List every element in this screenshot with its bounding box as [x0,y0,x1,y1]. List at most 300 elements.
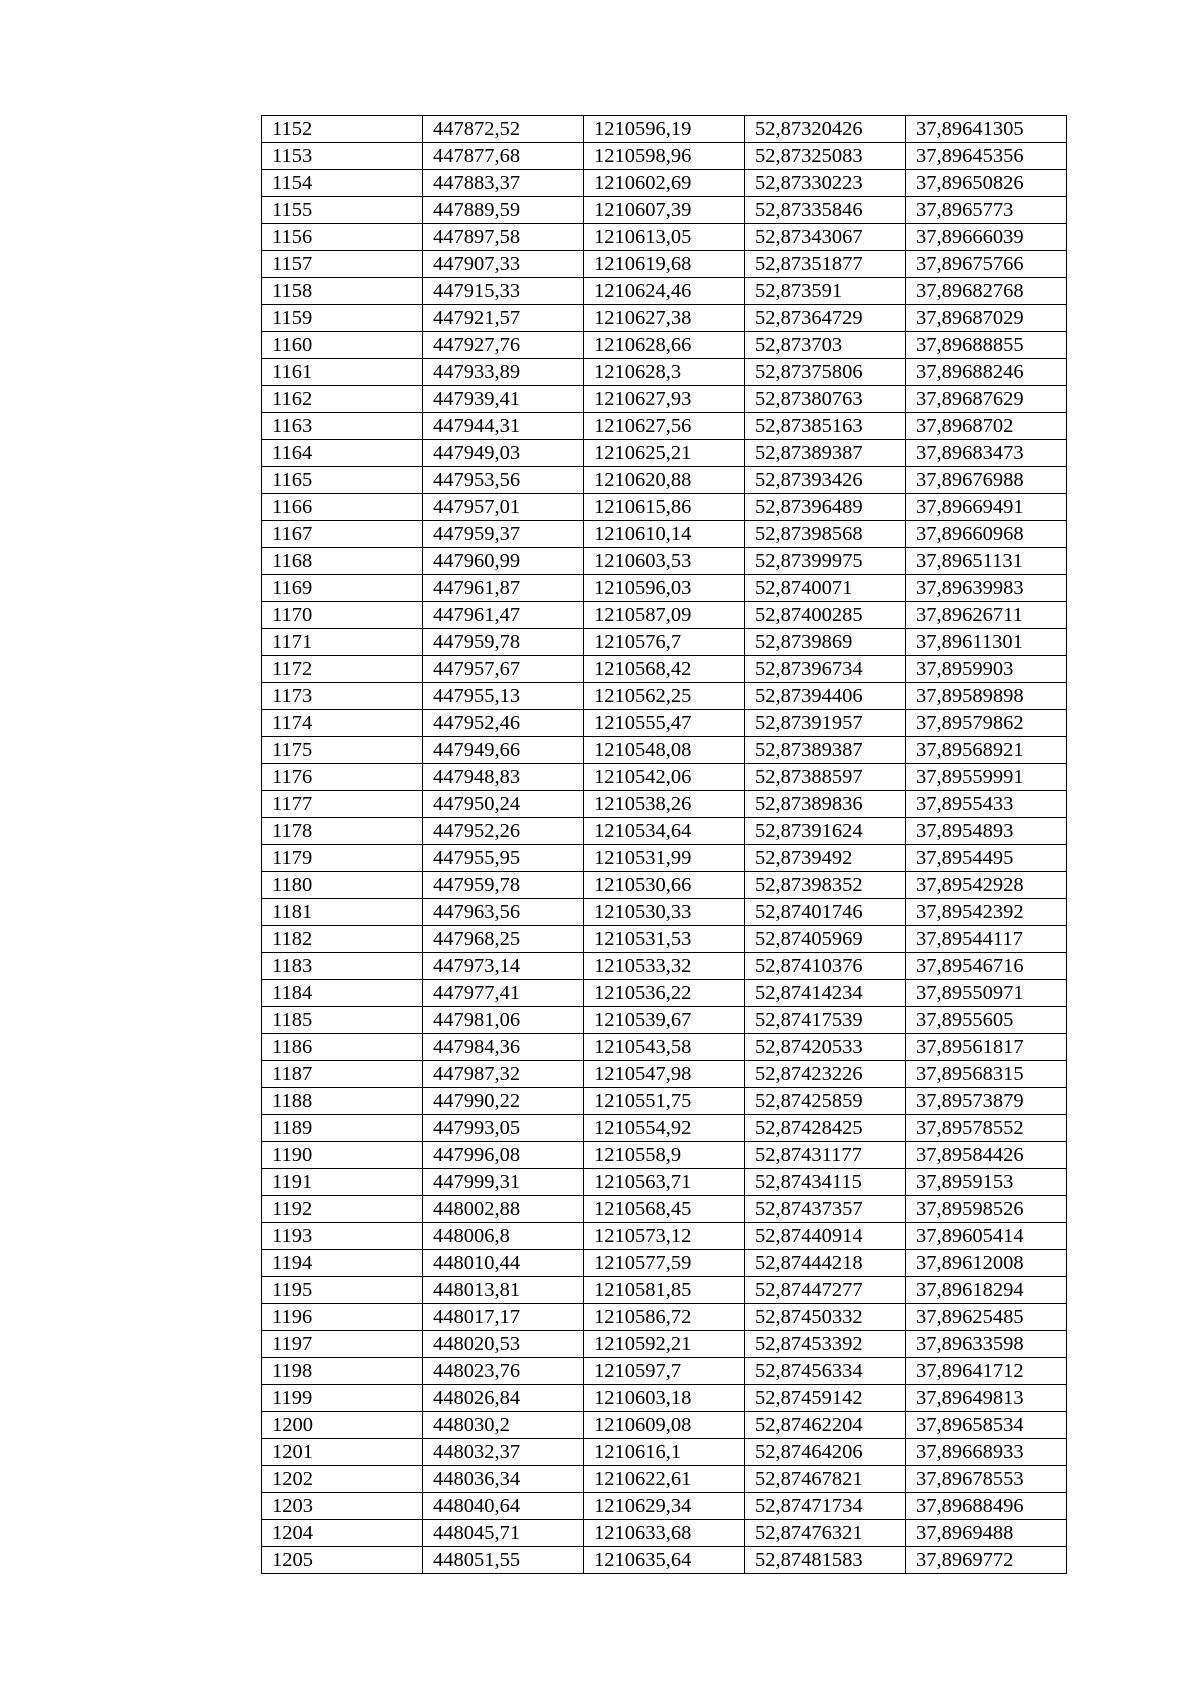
latitude-cell: 52,87400285 [745,602,906,629]
longitude-cell: 37,89568315 [906,1061,1067,1088]
latitude-cell: 52,87389387 [745,440,906,467]
table-row [262,656,1067,683]
latitude-cell: 52,87375806 [745,359,906,386]
latitude-cell: 52,8739492 [745,845,906,872]
latitude-cell: 52,87467821 [745,1466,906,1493]
point-number-cell: 1161 [262,359,423,386]
x-coordinate-cell: 447977,41 [423,980,584,1007]
longitude-cell: 37,89669491 [906,494,1067,521]
latitude-cell: 52,87425859 [745,1088,906,1115]
longitude-cell: 37,89573879 [906,1088,1067,1115]
x-coordinate-cell: 448017,17 [423,1304,584,1331]
point-number-cell: 1202 [262,1466,423,1493]
longitude-cell: 37,8959903 [906,656,1067,683]
point-number-cell: 1201 [262,1439,423,1466]
point-number-cell: 1171 [262,629,423,656]
point-number-cell: 1165 [262,467,423,494]
longitude-cell: 37,89641305 [906,116,1067,143]
longitude-cell: 37,89633598 [906,1331,1067,1358]
longitude-cell: 37,89660968 [906,521,1067,548]
y-coordinate-cell: 1210635,64 [584,1547,745,1574]
y-coordinate-cell: 1210627,56 [584,413,745,440]
y-coordinate-cell: 1210628,3 [584,359,745,386]
x-coordinate-cell: 447968,25 [423,926,584,953]
x-coordinate-cell: 447990,22 [423,1088,584,1115]
point-number-cell: 1175 [262,737,423,764]
x-coordinate-cell: 447915,33 [423,278,584,305]
table-row [262,1520,1067,1547]
y-coordinate-cell: 1210542,06 [584,764,745,791]
table-row [262,953,1067,980]
point-number-cell: 1184 [262,980,423,1007]
latitude-cell: 52,87396489 [745,494,906,521]
point-number-cell: 1170 [262,602,423,629]
table-row [262,845,1067,872]
x-coordinate-cell: 447927,76 [423,332,584,359]
latitude-cell: 52,87398568 [745,521,906,548]
longitude-cell: 37,89687029 [906,305,1067,332]
table-row [262,278,1067,305]
point-number-cell: 1187 [262,1061,423,1088]
point-number-cell: 1152 [262,116,423,143]
point-number-cell: 1192 [262,1196,423,1223]
longitude-cell: 37,89546716 [906,953,1067,980]
point-number-cell: 1185 [262,1007,423,1034]
table-row [262,305,1067,332]
x-coordinate-cell: 448023,76 [423,1358,584,1385]
longitude-cell: 37,89618294 [906,1277,1067,1304]
table-row [262,1088,1067,1115]
x-coordinate-cell: 447959,78 [423,872,584,899]
longitude-cell: 37,89658534 [906,1412,1067,1439]
x-coordinate-cell: 447996,08 [423,1142,584,1169]
latitude-cell: 52,87417539 [745,1007,906,1034]
latitude-cell: 52,87476321 [745,1520,906,1547]
y-coordinate-cell: 1210558,9 [584,1142,745,1169]
longitude-cell: 37,89605414 [906,1223,1067,1250]
y-coordinate-cell: 1210596,03 [584,575,745,602]
y-coordinate-cell: 1210551,75 [584,1088,745,1115]
longitude-cell: 37,89650826 [906,170,1067,197]
x-coordinate-cell: 447952,26 [423,818,584,845]
x-coordinate-cell: 448013,81 [423,1277,584,1304]
latitude-cell: 52,87325083 [745,143,906,170]
x-coordinate-cell: 447973,14 [423,953,584,980]
x-coordinate-cell: 447960,99 [423,548,584,575]
y-coordinate-cell: 1210633,68 [584,1520,745,1547]
point-number-cell: 1164 [262,440,423,467]
table-row [262,791,1067,818]
x-coordinate-cell: 447933,89 [423,359,584,386]
y-coordinate-cell: 1210603,18 [584,1385,745,1412]
point-number-cell: 1196 [262,1304,423,1331]
y-coordinate-cell: 1210581,85 [584,1277,745,1304]
y-coordinate-cell: 1210531,99 [584,845,745,872]
coordinates-table-body [262,116,1067,1574]
x-coordinate-cell: 448020,53 [423,1331,584,1358]
x-coordinate-cell: 448040,64 [423,1493,584,1520]
longitude-cell: 37,89649813 [906,1385,1067,1412]
y-coordinate-cell: 1210563,71 [584,1169,745,1196]
x-coordinate-cell: 447999,31 [423,1169,584,1196]
x-coordinate-cell: 447957,01 [423,494,584,521]
longitude-cell: 37,8965773 [906,197,1067,224]
point-number-cell: 1167 [262,521,423,548]
y-coordinate-cell: 1210539,67 [584,1007,745,1034]
x-coordinate-cell: 447959,37 [423,521,584,548]
y-coordinate-cell: 1210530,66 [584,872,745,899]
latitude-cell: 52,873703 [745,332,906,359]
longitude-cell: 37,8955605 [906,1007,1067,1034]
y-coordinate-cell: 1210609,08 [584,1412,745,1439]
x-coordinate-cell: 447952,46 [423,710,584,737]
point-number-cell: 1155 [262,197,423,224]
x-coordinate-cell: 447993,05 [423,1115,584,1142]
latitude-cell: 52,87335846 [745,197,906,224]
table-row [262,116,1067,143]
longitude-cell: 37,89611301 [906,629,1067,656]
x-coordinate-cell: 448010,44 [423,1250,584,1277]
table-row [262,1142,1067,1169]
x-coordinate-cell: 447949,66 [423,737,584,764]
y-coordinate-cell: 1210538,26 [584,791,745,818]
longitude-cell: 37,8954495 [906,845,1067,872]
longitude-cell: 37,89544117 [906,926,1067,953]
x-coordinate-cell: 447948,83 [423,764,584,791]
table-row [262,467,1067,494]
point-number-cell: 1195 [262,1277,423,1304]
point-number-cell: 1203 [262,1493,423,1520]
latitude-cell: 52,87437357 [745,1196,906,1223]
longitude-cell: 37,89568921 [906,737,1067,764]
longitude-cell: 37,89678553 [906,1466,1067,1493]
x-coordinate-cell: 448036,34 [423,1466,584,1493]
x-coordinate-cell: 447981,06 [423,1007,584,1034]
y-coordinate-cell: 1210615,86 [584,494,745,521]
longitude-cell: 37,89687629 [906,386,1067,413]
table-row [262,1412,1067,1439]
table-row [262,1547,1067,1574]
y-coordinate-cell: 1210531,53 [584,926,745,953]
y-coordinate-cell: 1210568,45 [584,1196,745,1223]
y-coordinate-cell: 1210573,12 [584,1223,745,1250]
latitude-cell: 52,87398352 [745,872,906,899]
latitude-cell: 52,87389836 [745,791,906,818]
table-row [262,1358,1067,1385]
point-number-cell: 1204 [262,1520,423,1547]
point-number-cell: 1173 [262,683,423,710]
y-coordinate-cell: 1210613,05 [584,224,745,251]
table-row [262,872,1067,899]
coordinates-table [261,115,1067,1574]
latitude-cell: 52,87431177 [745,1142,906,1169]
latitude-cell: 52,8739869 [745,629,906,656]
y-coordinate-cell: 1210627,38 [584,305,745,332]
latitude-cell: 52,87414234 [745,980,906,1007]
y-coordinate-cell: 1210619,68 [584,251,745,278]
table-row [262,926,1067,953]
x-coordinate-cell: 447955,13 [423,683,584,710]
longitude-cell: 37,8969772 [906,1547,1067,1574]
table-row [262,737,1067,764]
latitude-cell: 52,87428425 [745,1115,906,1142]
table-row [262,1277,1067,1304]
longitude-cell: 37,8959153 [906,1169,1067,1196]
y-coordinate-cell: 1210620,88 [584,467,745,494]
table-row [262,251,1067,278]
latitude-cell: 52,87447277 [745,1277,906,1304]
y-coordinate-cell: 1210576,7 [584,629,745,656]
point-number-cell: 1163 [262,413,423,440]
table-row [262,1061,1067,1088]
longitude-cell: 37,89550971 [906,980,1067,1007]
longitude-cell: 37,89683473 [906,440,1067,467]
longitude-cell: 37,89598526 [906,1196,1067,1223]
x-coordinate-cell: 447961,47 [423,602,584,629]
y-coordinate-cell: 1210616,1 [584,1439,745,1466]
table-row [262,1007,1067,1034]
point-number-cell: 1200 [262,1412,423,1439]
point-number-cell: 1153 [262,143,423,170]
latitude-cell: 52,87401746 [745,899,906,926]
longitude-cell: 37,8968702 [906,413,1067,440]
y-coordinate-cell: 1210603,53 [584,548,745,575]
latitude-cell: 52,87450332 [745,1304,906,1331]
point-number-cell: 1172 [262,656,423,683]
longitude-cell: 37,89688246 [906,359,1067,386]
latitude-cell: 52,87389387 [745,737,906,764]
longitude-cell: 37,89561817 [906,1034,1067,1061]
point-number-cell: 1158 [262,278,423,305]
table-row [262,1223,1067,1250]
y-coordinate-cell: 1210536,22 [584,980,745,1007]
x-coordinate-cell: 447944,31 [423,413,584,440]
point-number-cell: 1166 [262,494,423,521]
latitude-cell: 52,87471734 [745,1493,906,1520]
latitude-cell: 52,87399975 [745,548,906,575]
table-row [262,332,1067,359]
table-row [262,359,1067,386]
latitude-cell: 52,8740071 [745,575,906,602]
y-coordinate-cell: 1210596,19 [584,116,745,143]
latitude-cell: 52,87420533 [745,1034,906,1061]
latitude-cell: 52,87456334 [745,1358,906,1385]
point-number-cell: 1177 [262,791,423,818]
longitude-cell: 37,89639983 [906,575,1067,602]
y-coordinate-cell: 1210554,92 [584,1115,745,1142]
point-number-cell: 1197 [262,1331,423,1358]
x-coordinate-cell: 448026,84 [423,1385,584,1412]
y-coordinate-cell: 1210607,39 [584,197,745,224]
longitude-cell: 37,89559991 [906,764,1067,791]
table-row [262,386,1067,413]
table-row [262,197,1067,224]
longitude-cell: 37,8969488 [906,1520,1067,1547]
latitude-cell: 52,87434115 [745,1169,906,1196]
table-row [262,899,1067,926]
longitude-cell: 37,89589898 [906,683,1067,710]
y-coordinate-cell: 1210530,33 [584,899,745,926]
latitude-cell: 52,87343067 [745,224,906,251]
table-row [262,1439,1067,1466]
longitude-cell: 37,89641712 [906,1358,1067,1385]
table-row [262,1034,1067,1061]
table-row [262,1385,1067,1412]
x-coordinate-cell: 447907,33 [423,251,584,278]
table-row [262,1304,1067,1331]
longitude-cell: 37,89542928 [906,872,1067,899]
x-coordinate-cell: 447955,95 [423,845,584,872]
latitude-cell: 52,87393426 [745,467,906,494]
y-coordinate-cell: 1210562,25 [584,683,745,710]
point-number-cell: 1168 [262,548,423,575]
y-coordinate-cell: 1210586,72 [584,1304,745,1331]
point-number-cell: 1205 [262,1547,423,1574]
latitude-cell: 52,87410376 [745,953,906,980]
y-coordinate-cell: 1210592,21 [584,1331,745,1358]
point-number-cell: 1191 [262,1169,423,1196]
y-coordinate-cell: 1210627,93 [584,386,745,413]
longitude-cell: 37,89542392 [906,899,1067,926]
latitude-cell: 52,87481583 [745,1547,906,1574]
y-coordinate-cell: 1210548,08 [584,737,745,764]
point-number-cell: 1154 [262,170,423,197]
y-coordinate-cell: 1210610,14 [584,521,745,548]
table-row [262,1196,1067,1223]
table-row [262,1115,1067,1142]
y-coordinate-cell: 1210568,42 [584,656,745,683]
x-coordinate-cell: 447949,03 [423,440,584,467]
table-row [262,224,1067,251]
latitude-cell: 52,87391957 [745,710,906,737]
point-number-cell: 1198 [262,1358,423,1385]
x-coordinate-cell: 448051,55 [423,1547,584,1574]
latitude-cell: 52,87396734 [745,656,906,683]
latitude-cell: 52,87364729 [745,305,906,332]
x-coordinate-cell: 447957,67 [423,656,584,683]
y-coordinate-cell: 1210628,66 [584,332,745,359]
latitude-cell: 52,87464206 [745,1439,906,1466]
point-number-cell: 1159 [262,305,423,332]
point-number-cell: 1169 [262,575,423,602]
y-coordinate-cell: 1210597,7 [584,1358,745,1385]
x-coordinate-cell: 447897,58 [423,224,584,251]
x-coordinate-cell: 447939,41 [423,386,584,413]
table-row [262,1331,1067,1358]
point-number-cell: 1189 [262,1115,423,1142]
x-coordinate-cell: 447963,56 [423,899,584,926]
x-coordinate-cell: 447961,87 [423,575,584,602]
latitude-cell: 52,87394406 [745,683,906,710]
longitude-cell: 37,89676988 [906,467,1067,494]
point-number-cell: 1194 [262,1250,423,1277]
longitude-cell: 37,8955433 [906,791,1067,818]
x-coordinate-cell: 447883,37 [423,170,584,197]
y-coordinate-cell: 1210587,09 [584,602,745,629]
table-row [262,602,1067,629]
latitude-cell: 52,87330223 [745,170,906,197]
longitude-cell: 37,89688496 [906,1493,1067,1520]
y-coordinate-cell: 1210598,96 [584,143,745,170]
x-coordinate-cell: 447921,57 [423,305,584,332]
x-coordinate-cell: 447959,78 [423,629,584,656]
point-number-cell: 1162 [262,386,423,413]
table-row [262,548,1067,575]
y-coordinate-cell: 1210534,64 [584,818,745,845]
point-number-cell: 1186 [262,1034,423,1061]
latitude-cell: 52,87440914 [745,1223,906,1250]
latitude-cell: 52,87423226 [745,1061,906,1088]
table-row [262,818,1067,845]
y-coordinate-cell: 1210625,21 [584,440,745,467]
x-coordinate-cell: 448030,2 [423,1412,584,1439]
longitude-cell: 37,89612008 [906,1250,1067,1277]
longitude-cell: 37,89682768 [906,278,1067,305]
latitude-cell: 52,87388597 [745,764,906,791]
x-coordinate-cell: 447987,32 [423,1061,584,1088]
latitude-cell: 52,87459142 [745,1385,906,1412]
table-row [262,629,1067,656]
point-number-cell: 1179 [262,845,423,872]
table-row [262,413,1067,440]
table-row [262,143,1067,170]
y-coordinate-cell: 1210629,34 [584,1493,745,1520]
latitude-cell: 52,87405969 [745,926,906,953]
latitude-cell: 52,87453392 [745,1331,906,1358]
x-coordinate-cell: 448002,88 [423,1196,584,1223]
longitude-cell: 37,89645356 [906,143,1067,170]
x-coordinate-cell: 447872,52 [423,116,584,143]
point-number-cell: 1174 [262,710,423,737]
point-number-cell: 1190 [262,1142,423,1169]
longitude-cell: 37,89578552 [906,1115,1067,1142]
point-number-cell: 1160 [262,332,423,359]
point-number-cell: 1178 [262,818,423,845]
latitude-cell: 52,87391624 [745,818,906,845]
longitude-cell: 37,89668933 [906,1439,1067,1466]
point-number-cell: 1176 [262,764,423,791]
latitude-cell: 52,87444218 [745,1250,906,1277]
y-coordinate-cell: 1210555,47 [584,710,745,737]
x-coordinate-cell: 448006,8 [423,1223,584,1250]
longitude-cell: 37,89584426 [906,1142,1067,1169]
longitude-cell: 37,89666039 [906,224,1067,251]
longitude-cell: 37,89675766 [906,251,1067,278]
y-coordinate-cell: 1210577,59 [584,1250,745,1277]
x-coordinate-cell: 447953,56 [423,467,584,494]
longitude-cell: 37,89625485 [906,1304,1067,1331]
y-coordinate-cell: 1210543,58 [584,1034,745,1061]
point-number-cell: 1156 [262,224,423,251]
point-number-cell: 1188 [262,1088,423,1115]
longitude-cell: 37,89651131 [906,548,1067,575]
y-coordinate-cell: 1210624,46 [584,278,745,305]
table-row [262,170,1067,197]
table-row [262,1169,1067,1196]
longitude-cell: 37,89579862 [906,710,1067,737]
latitude-cell: 52,87320426 [745,116,906,143]
y-coordinate-cell: 1210547,98 [584,1061,745,1088]
latitude-cell: 52,87385163 [745,413,906,440]
point-number-cell: 1157 [262,251,423,278]
point-number-cell: 1193 [262,1223,423,1250]
table-row [262,980,1067,1007]
x-coordinate-cell: 447877,68 [423,143,584,170]
latitude-cell: 52,87462204 [745,1412,906,1439]
y-coordinate-cell: 1210602,69 [584,170,745,197]
table-row [262,440,1067,467]
point-number-cell: 1181 [262,899,423,926]
